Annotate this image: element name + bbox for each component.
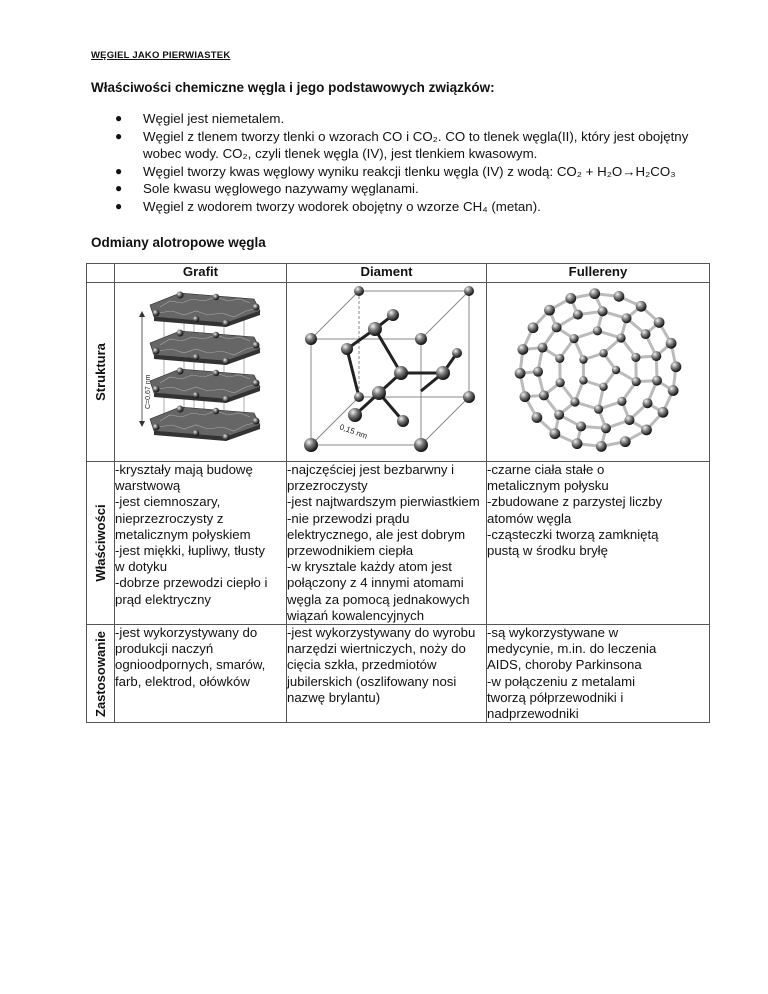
row-label-structure: Struktura [87,283,115,462]
bullet-icon: ● [115,181,123,195]
table-row-structure [87,283,710,462]
header-fullerenes: Fullereny [487,264,710,283]
header-graphite: Grafit [115,264,287,283]
bullet-icon: ● [115,111,123,125]
table-corner-cell [87,264,115,283]
diamond-annotation: 0,15 nm [337,422,369,441]
list-item: ● Węgiel z tlenem tworzy tlenki o wzorach CO i CO₂. CO to tlenek węgla(II), który jest obojętny wobec wody. CO₂, czyli tlenek węgla (IV), jest tlenkiem kwasowym. [115,128,689,161]
diamond-properties: -najczęściej jest bezbarwny i przezroczysty -jest najtwardszym pierwiastkiem -nie przewodzi prądu elektrycznego, ale jest dobrym przewodnikiem ciepła -w krysztale każdy atom jest połączony z 4 innymi atomami węgla za pomocą jednakowych wiązań kowalencyjnych [287,462,487,625]
section-title-allotropes: Odmiany alotropowe węgla [91,235,266,250]
table-header-row [87,264,710,283]
table-row-applications [87,625,710,723]
fullerene-properties: -czarne ciała stałe o metalicznym połysku -zbudowane z parzystej liczby atomów węgla -cząsteczki tworzą zamkniętą pustą w środku bryłę [487,462,710,625]
bullet-list [91,110,691,215]
header-diamond: Diament [287,264,487,283]
row-label-properties: Właściwości [87,462,115,625]
diamond-applications: -jest wykorzystywany do wyrobu narzędzi wiertniczych, noży do cięcia szkła, przedmiotów jubilerskich (oszlifowany nosi nazwę brylantu) [287,625,487,723]
table-row-properties [87,462,710,625]
allotropes-table [86,263,710,723]
graphite-properties: -kryształy mają budowę warstwową -jest ciemnoszary, nieprzezroczysty z metalicznym połyskiem -jest miękki, łupliwy, tłusty w dotyku -dobrze przewodzi ciepło i prąd elektryczny [115,462,287,625]
list-item: ● Sole kwasu węglowego nazywamy węglanami. [115,181,419,196]
graphite-applications: -jest wykorzystywany do produkcji naczyń ognioodpornych, smarów, farb, elektrod, ołówków [115,625,287,723]
fullerene-structure-image [487,283,710,462]
bullet-icon: ● [115,128,123,143]
bullet-icon: ● [115,163,123,178]
graphite-structure-image [115,283,287,462]
diamond-structure-image [287,283,487,462]
graphite-layers-icon [136,283,266,453]
list-item: ● Węgiel tworzy kwas węglowy wyniku reakcji tlenku węgla (IV) z wodą: CO₂ + H₂O→H₂CO₃ [115,163,676,179]
row-label-applications: Zastosowanie [87,625,115,723]
bullet-icon: ● [115,198,123,213]
list-item: ● Węgiel jest niemetalem. [115,111,285,126]
section-title-properties: Właściwości chemiczne węgla i jego podstawowych związków: [91,80,495,95]
document-title: WĘGIEL JAKO PIERWIASTEK [91,50,231,61]
fullerene-molecule-icon [511,283,685,457]
list-item: ● Węgiel z wodorem tworzy wodorek obojętny o wzorze CH₄ (metan). [115,198,541,214]
diamond-lattice-icon [297,283,477,455]
fullerene-applications: -są wykorzystywane w medycynie, m.in. do leczenia AIDS, choroby Parkinsona -w połączeniu z metalami tworzą półprzewodniki i nadprzewodniki [487,625,710,723]
graphite-annotation: C=0,67 nm [144,374,152,409]
